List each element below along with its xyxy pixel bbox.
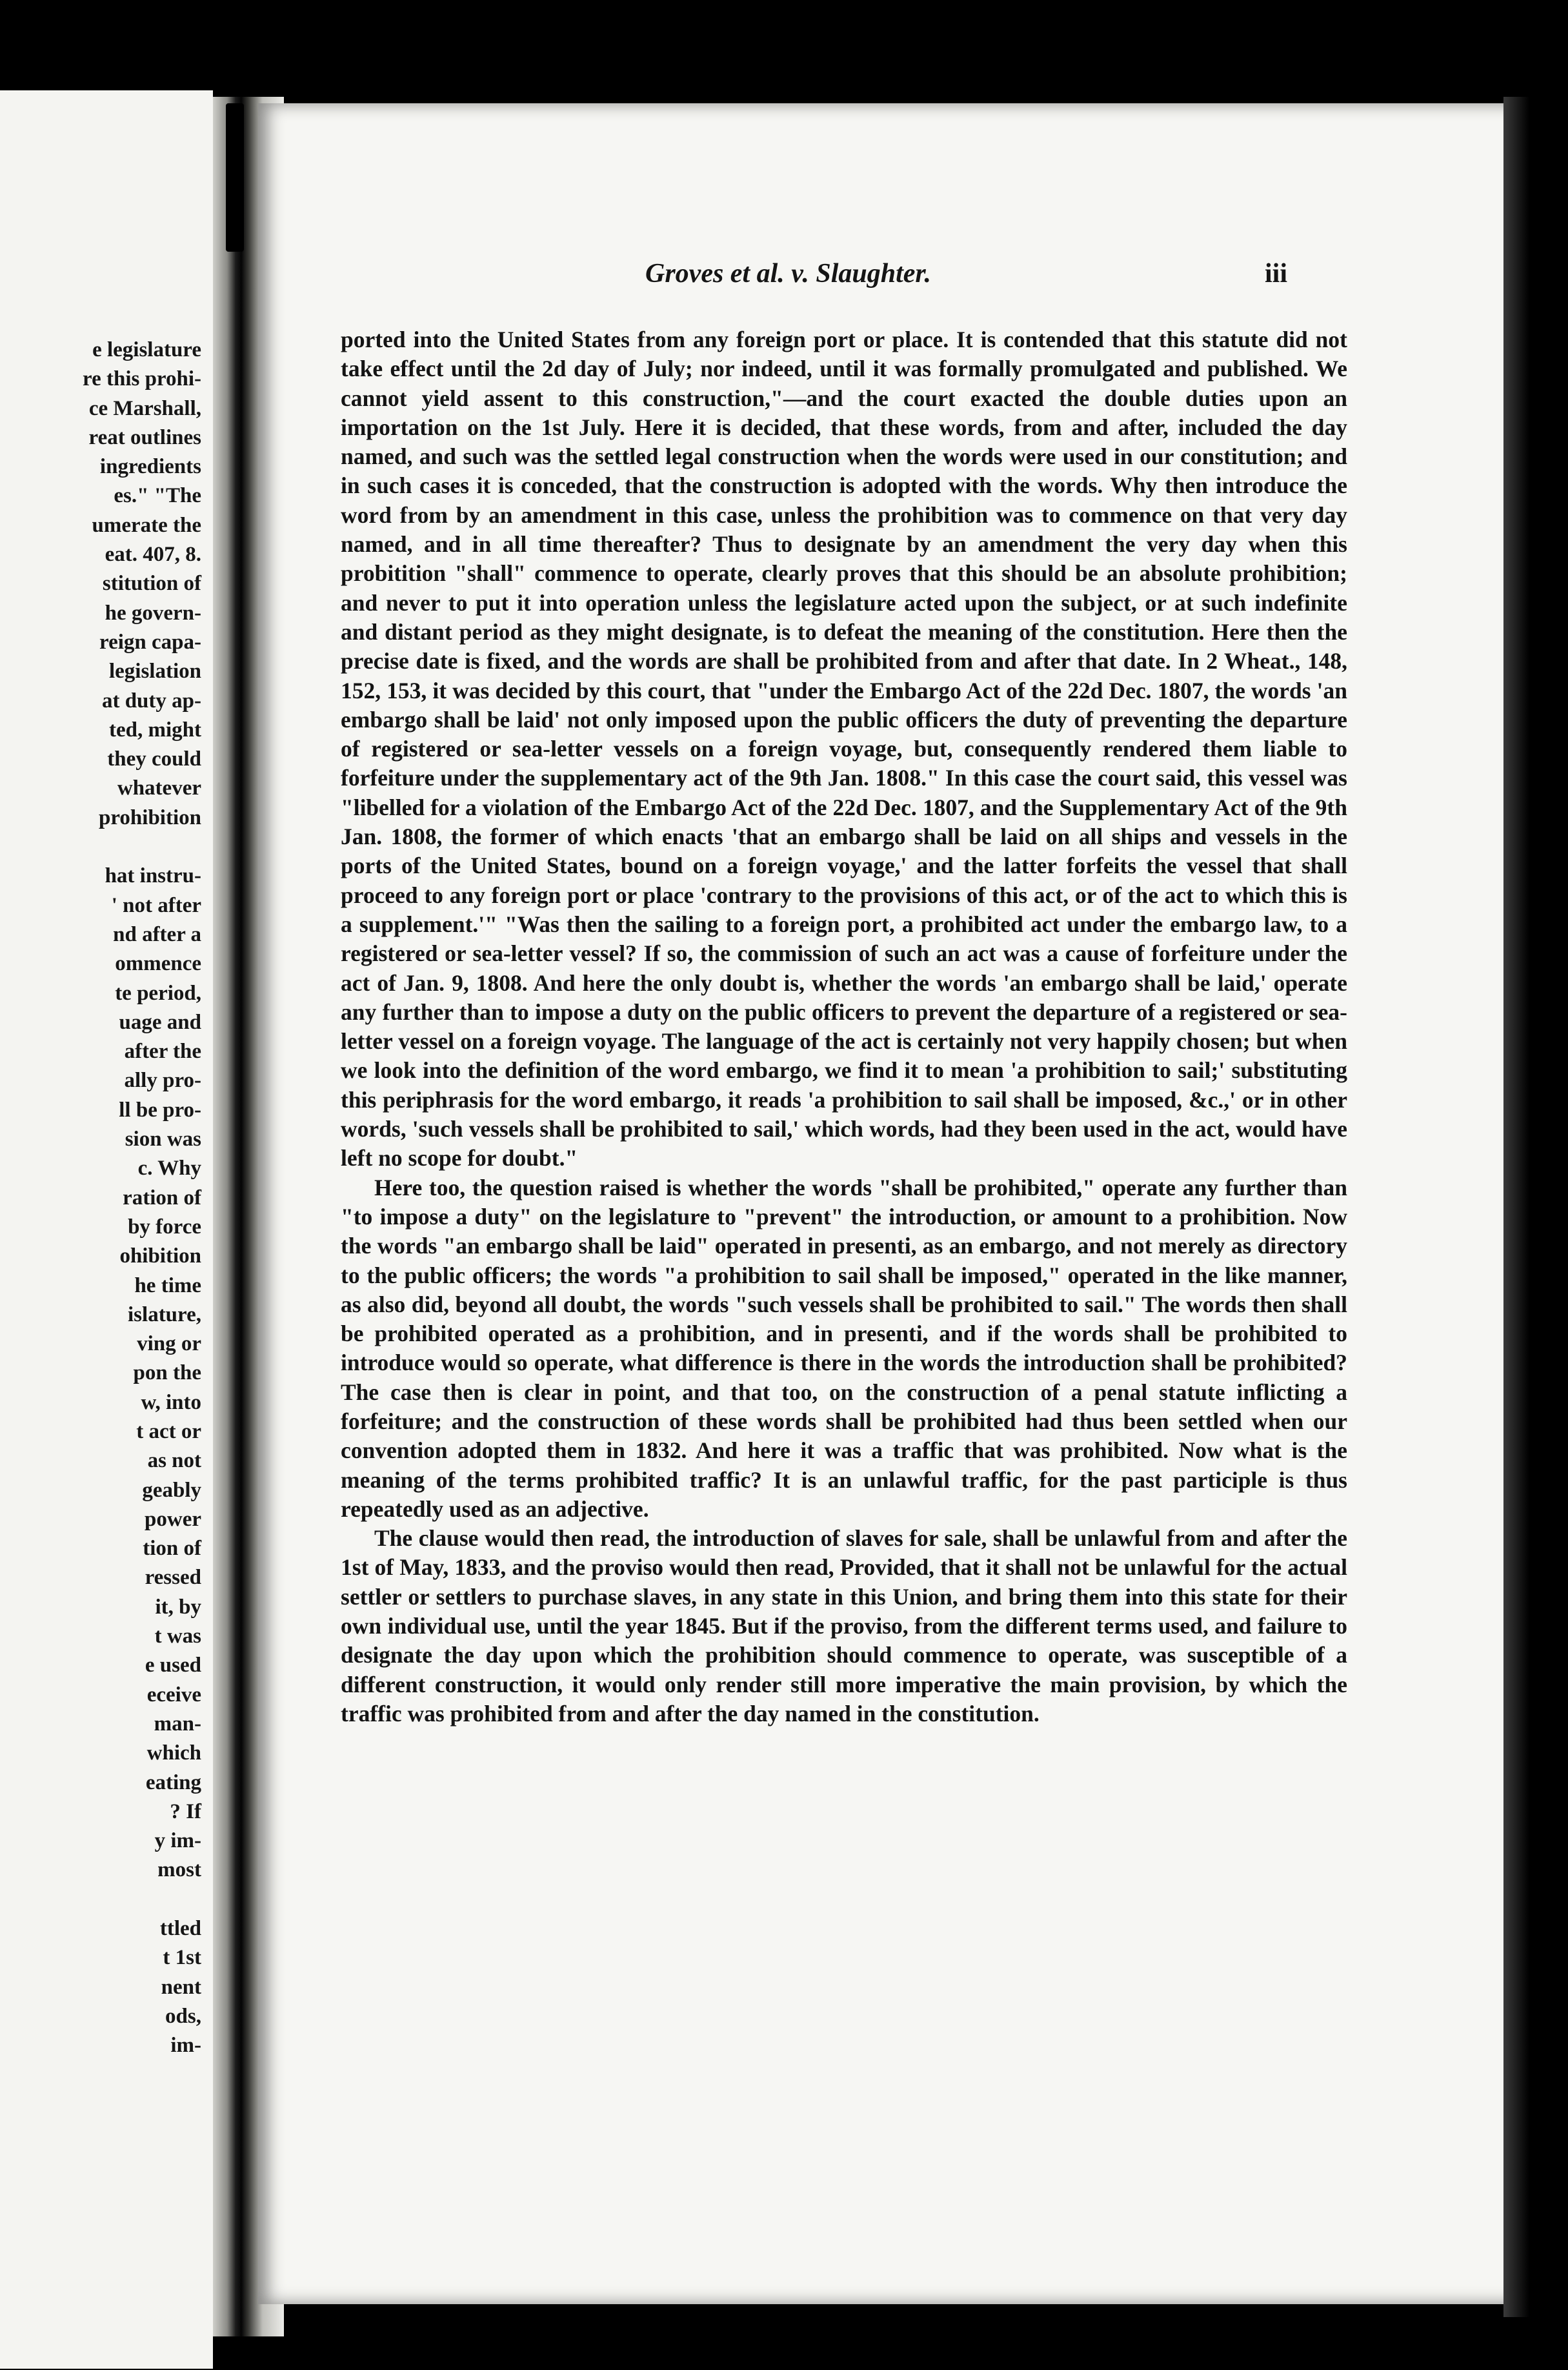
left-page-line: prohibition (99, 805, 201, 829)
left-page-line: ingredients (99, 455, 201, 479)
left-page-line: at duty ap- (101, 689, 201, 713)
left-page-line: pon the (133, 1361, 201, 1385)
left-page-line: es." "The (114, 484, 201, 508)
left-page-line: reign capa- (99, 630, 201, 654)
left-page-line: legislation (108, 660, 201, 684)
left-page-line: re this prohi- (83, 367, 201, 391)
left-page-line: im- (170, 2034, 201, 2058)
left-page-line: stitution of (102, 572, 201, 596)
left-page-line: he govern- (105, 601, 201, 625)
left-page-text-fragments (8, 336, 201, 2061)
left-page-line (8, 833, 201, 862)
left-page-line: ted, might (109, 718, 201, 742)
left-page-line: y im- (154, 1829, 201, 1853)
left-page-line: ttled (159, 1917, 201, 1941)
left-page-line: umerate the (92, 513, 201, 537)
left-page-line: ll be pro- (119, 1098, 201, 1122)
paragraph: Here too, the question raised is whether the words "shall be prohibited," operate any further than "to impose a duty" on the legislature to "prevent" the introduction, or amount to a prohibition. Now the words "an embargo shall be laid" operated in presenti, as an embargo, and not merely as directory to the public officers; the words "a prohibition to sail shall be imposed," operated in the like manner, as also did, beyond all doubt, the words "such vessels shall be prohibited to sail." The words then shall be prohibited operated as a prohibition, and in presenti, and if the words shall be prohibited to introduce would so operate, what difference is there in the words the introduction shall be prohibited? The case then is clear in point, and that too, on the construction of a penal statute inflicting a forfeiture; and the construction of these words shall be prohibited had thus been settled when our convention adopted them in 1832. And here it was a traffic that was prohibited. Now what is the meaning of the terms prohibited traffic? It is an unlawful traffic, for the past participle is thus repeatedly used as an adjective. (341, 1174, 1347, 1522)
left-page-line: w, into (141, 1390, 201, 1414)
left-page-line: most (157, 1858, 201, 1882)
left-page-line: te period, (115, 981, 201, 1005)
left-page (0, 90, 213, 2369)
body-text (341, 325, 1347, 1728)
left-page-line: by force (128, 1215, 201, 1239)
left-page-line: ' not after (111, 893, 201, 917)
left-page-line: t 1st (163, 1946, 201, 1970)
left-page-line: eating (145, 1770, 201, 1794)
left-page-line: he time (134, 1273, 201, 1297)
left-page-line: islature, (128, 1302, 201, 1326)
left-page-line: man- (154, 1712, 201, 1736)
gutter-binding-mark (226, 103, 244, 252)
left-page-line: eat. 407, 8. (105, 543, 201, 567)
left-page-line: nent (161, 1975, 201, 1999)
left-page-line: ommence (115, 952, 201, 976)
left-page-line: after the (124, 1040, 201, 1064)
left-page-line: eceive (146, 1683, 201, 1707)
left-page-line: nd after a (113, 922, 201, 946)
left-page-line: e used (145, 1654, 201, 1677)
page-number: iii (1265, 259, 1288, 289)
left-page-line: c. Why (137, 1157, 201, 1180)
left-page-line: whatever (117, 776, 201, 800)
left-page-line: hat instru- (105, 864, 201, 888)
left-page-line: which (146, 1741, 201, 1765)
left-page-line: power (145, 1507, 201, 1531)
left-page-line: ods, (165, 2004, 201, 2028)
left-page-line: ressed (145, 1566, 201, 1590)
left-page-line: t was (154, 1625, 201, 1648)
left-page-line: ration of (123, 1186, 201, 1210)
left-page-line: as not (147, 1449, 201, 1473)
left-page-line: t act or (136, 1419, 201, 1443)
left-page-line: reat outlines (88, 425, 201, 449)
left-page-line: e legislature (92, 338, 201, 361)
paragraph: The clause would then read, the introduction of slaves for sale, shall be unlawful from and after the 1st of May, 1833, and the proviso would then read, Provided, that it shall not be unlawful for the actual settler or settlers to purchase slaves, in any state in this Union, and bring them into this state for their own individual use, until the year 1845. But if the proviso, from the different terms used, and failure to designate the day upon which the prohibition should commence to operate, was susceptible of a different construction, it would only render still more imperative the main provision, by which the traffic was prohibited from and after the day named in the constitution. (341, 1525, 1347, 1727)
left-page-line (8, 1885, 201, 1914)
left-page-line: it, by (155, 1595, 201, 1619)
left-page-line: ohibition (119, 1244, 201, 1268)
left-page-line: they could (107, 747, 201, 771)
running-head: Groves et al. v. Slaughter. (645, 259, 931, 289)
left-page-line: ving or (137, 1332, 201, 1356)
left-page-line: sion was (125, 1128, 201, 1151)
left-page-line: tion of (143, 1537, 201, 1561)
left-page-line: ? If (170, 1799, 201, 1823)
page-edge-shadow (1503, 97, 1568, 2317)
left-page-line: geably (142, 1478, 201, 1502)
left-page-line: ally pro- (124, 1069, 201, 1093)
left-page-line: uage and (119, 1010, 201, 1034)
left-page-line: ce Marshall, (88, 396, 201, 420)
paragraph: ported into the United States from any foreign port or place. It is contended that this statute did not take effect until the 2d day of July; nor indeed, until it was formally promulgated and published. We cannot yield assent to this construction,"—and the court exacted the double duties upon an importation on the 1st July. Here it is decided, that these words, from and after, included the day named, and such was the settled legal construction when the words were used in our constitution; and in such cases it is conceded, that the construction is adopted with the words. Why then introduce the word from by an amendment in this case, unless the prohibition was to commence on that very day named, and in all time thereafter? Thus to designate by an amendment the very day when this probitition "shall" commence to operate, clearly proves that this should be an absolute prohibition; and never to put it into operation unless the legislature acted upon the subject, or at such indefinite and distant period as they might designate, is to defeat the meaning of the constitution. Here then the precise date is fixed, and the words are shall be prohibited from and after that date. In 2 Wheat., 148, 152, 153, it was decided by this court, that "under the Embargo Act of the 22d Dec. 1807, the words 'an embargo shall be laid' not only imposed upon the public officers the duty of preventing the departure of registered or sea-letter vessels on a foreign voyage, but, consequently rendered them liable to forfeiture under the supplementary act of the 9th Jan. 1808." In this case the court said, this vessel was "libelled for a violation of the Embargo Act of the 22d Dec. 1807, and the Supplementary Act of the 9th Jan. 1808, the former of which enacts 'that an embargo shall be laid on all ships and vessels in the ports of the United States, bound on a foreign voyage,' and the latter forfeits the vessel that shall proceed to any foreign port or place 'contrary to the provisions of this act, or of the act to which this is a supplement.'" "Was then the sailing to a foreign port, a prohibited act under the embargo law, to a registered or sea-letter vessel? If so, the commission of such an act was a cause of forfeiture under the act of Jan. 9, 1808. And here the only doubt is, whether the words 'an embargo shall be laid,' operate any further than to impose a duty on the public officers to prevent the departure of a registered or sea-letter vessel on a foreign voyage. The language of the act is certainly not very happily chosen; but when we look into the definition of the word embargo, we find it to mean 'a prohibition to sail;' substituting this periphrasis for the word embargo, it reads 'a prohibition to sail shall be imposed, &c.,' or in other words, 'such vessels shall be prohibited to sail,' which words, had they been used in the act, would have left no scope for doubt." (341, 327, 1347, 1171)
